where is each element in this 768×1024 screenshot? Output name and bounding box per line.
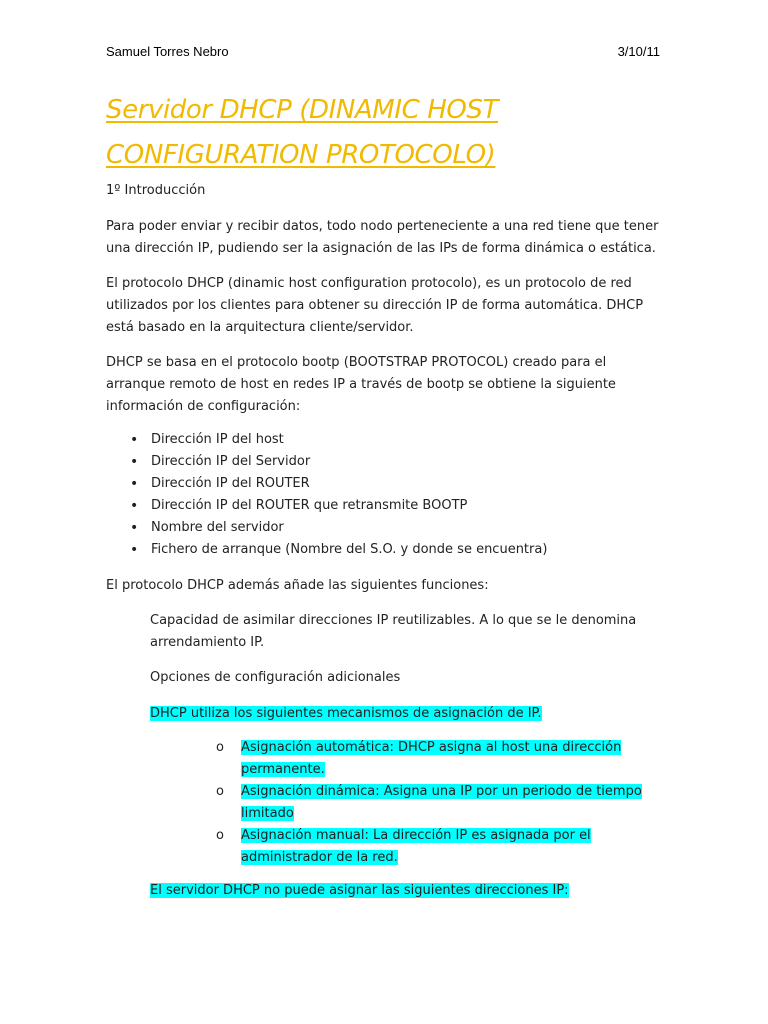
highlighted-text: Asignación dinámica: Asigna una IP por un periodo de tiempo limitado bbox=[241, 784, 642, 821]
function-item: Capacidad de asimilar direcciones IP reutilizables. A lo que se le denomina arrendamiento IP. bbox=[150, 613, 637, 650]
paragraph-2: El protocolo DHCP (dinamic host configuration protocolo), es un protocolo de red utilizados por los clientes para obtener su dirección IP de forma automática. DHCP está basado en la arquitectura cliente/servidor. bbox=[106, 276, 644, 335]
header-author: Samuel Torres Nebro bbox=[106, 44, 229, 59]
list-item: • Dirección IP del host bbox=[106, 429, 666, 451]
list-marker: o bbox=[216, 784, 224, 799]
list-item: • Fichero de arranque (Nombre del S.O. y donde se encuentra) bbox=[106, 539, 666, 561]
highlighted-text: DHCP utiliza los siguientes mecanismos de asignación de IP. bbox=[150, 706, 542, 721]
highlighted-text: Asignación manual: La dirección IP es asignada por el administrador de la red. bbox=[241, 828, 591, 865]
highlighted-text: El servidor DHCP no puede asignar las siguientes direcciones IP: bbox=[150, 883, 569, 898]
header-date: 3/10/11 bbox=[617, 44, 660, 59]
mechanisms-heading bbox=[150, 703, 655, 725]
bootp-info-list bbox=[106, 429, 666, 561]
list-item: • Nombre del servidor bbox=[106, 517, 666, 539]
list-item: • Dirección IP del ROUTER que retransmite BOOTP bbox=[106, 495, 666, 517]
list-marker: o bbox=[216, 740, 224, 755]
paragraph-3: DHCP se basa en el protocolo bootp (BOOTSTRAP PROTOCOL) creado para el arranque remoto de host en redes IP a través de bootp se obtiene la siguiente información de configuración: bbox=[106, 355, 616, 414]
section-heading: 1º Introducción bbox=[106, 183, 206, 198]
functions-intro: El protocolo DHCP además añade las siguientes funciones: bbox=[106, 578, 489, 593]
function-item: Opciones de configuración adicionales bbox=[150, 670, 401, 685]
mechanisms-list bbox=[216, 737, 646, 869]
list-item bbox=[216, 781, 646, 825]
list-item bbox=[216, 825, 646, 869]
closing-line bbox=[150, 880, 655, 902]
list-item: • Dirección IP del Servidor bbox=[106, 451, 666, 473]
list-item bbox=[216, 737, 646, 781]
paragraph-1: Para poder enviar y recibir datos, todo nodo perteneciente a una red tiene que tener una dirección IP, pudiendo ser la asignación de las IPs de forma dinámica o estática. bbox=[106, 219, 659, 256]
list-marker: o bbox=[216, 828, 224, 843]
highlighted-text: Asignación automática: DHCP asigna al host una dirección permanente. bbox=[241, 740, 622, 777]
page-header bbox=[106, 44, 660, 59]
document-title: Servidor DHCP (DINAMIC HOST CONFIGURATION PROTOCOLO) bbox=[106, 95, 499, 170]
list-item: • Dirección IP del ROUTER bbox=[106, 473, 666, 495]
